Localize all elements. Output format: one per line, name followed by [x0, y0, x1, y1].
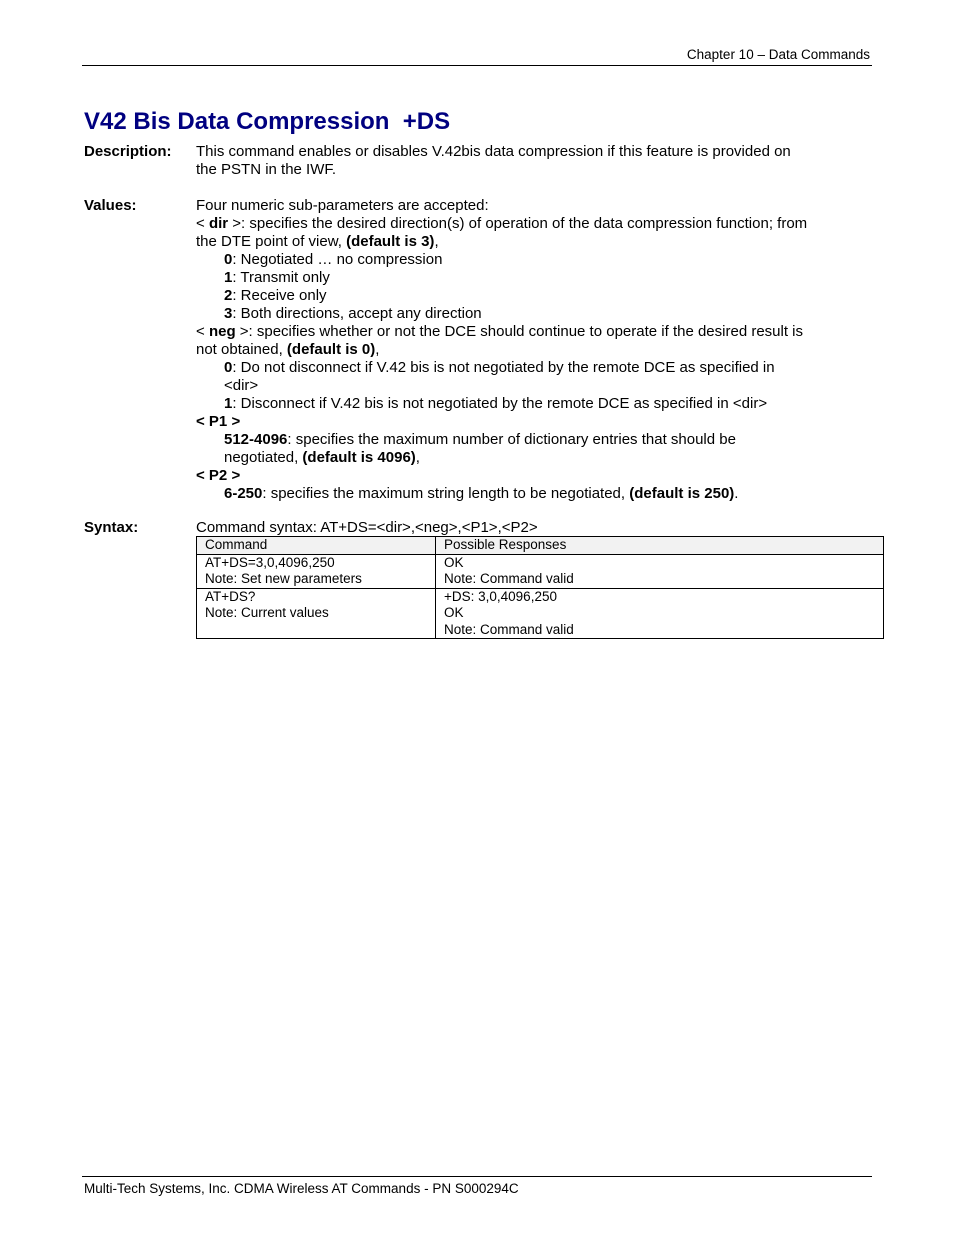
- command-syntax: Command syntax: AT+DS=<dir>,<neg>,<P1>,<P2>: [196, 519, 538, 536]
- p1-description-continued: negotiated, (default is 4096),: [224, 449, 420, 466]
- p1-heading: < P1 >: [196, 413, 241, 430]
- dir-option: 2: Receive only: [224, 287, 327, 304]
- dir-default: (default is 3): [346, 233, 435, 250]
- page-title: V42 Bis Data Compression +DS: [84, 108, 451, 135]
- header-divider: [82, 65, 872, 66]
- dir-param-line: < dir >: specifies the desired direction(s) of operation of the data compression function; from: [196, 215, 808, 232]
- response-cell: OK Note: Command valid: [436, 554, 884, 588]
- table-header-row: [197, 537, 884, 555]
- dir-param-name: dir: [208, 215, 229, 232]
- values-text: [196, 197, 846, 503]
- table-row: [197, 588, 884, 639]
- command-cell: AT+DS=3,0,4096,250 Note: Set new parameters: [197, 554, 436, 588]
- response-cell: +DS: 3,0,4096,250 OK Note: Command valid: [436, 588, 884, 639]
- description-text: [196, 143, 846, 179]
- page-header-chapter: Chapter 10 – Data Commands: [686, 47, 870, 62]
- p2-heading: < P2 >: [196, 467, 241, 484]
- footer-divider: [82, 1176, 872, 1177]
- syntax-label: Syntax:: [84, 519, 139, 536]
- description-line: This command enables or disables V.42bis data compression if this feature is provided on: [196, 143, 791, 160]
- neg-option: 1: Disconnect if V.42 bis is not negotiated by the remote DCE as specified in <dir>: [224, 395, 768, 412]
- dir-option: 1: Transmit only: [224, 269, 330, 286]
- neg-option-continued: <dir>: [224, 377, 259, 394]
- command-cell: AT+DS? Note: Current values: [197, 588, 436, 639]
- neg-option: 0: Do not disconnect if V.42 bis is not negotiated by the remote DCE as specified in: [224, 359, 775, 376]
- dir-option: 0: Negotiated … no compression: [224, 251, 443, 268]
- neg-default: (default is 0): [286, 341, 376, 358]
- description-label: Description:: [84, 143, 172, 160]
- table-row: [197, 554, 884, 588]
- syntax-table: [196, 536, 884, 639]
- values-intro: Four numeric sub-parameters are accepted:: [196, 197, 489, 214]
- column-header-command: Command: [197, 537, 436, 555]
- description-line: the PSTN in the IWF.: [196, 161, 337, 178]
- neg-param-line: < neg >: specifies whether or not the DCE should continue to operate if the desired result is: [196, 323, 804, 340]
- p2-description: 6-250: specifies the maximum string length to be negotiated, (default is 250).: [224, 485, 739, 502]
- column-header-responses: Possible Responses: [436, 537, 884, 555]
- neg-param-name: neg: [208, 323, 236, 340]
- p1-description: 512-4096: specifies the maximum number of dictionary entries that should be: [224, 431, 736, 448]
- neg-param-line: not obtained, (default is 0),: [196, 341, 380, 358]
- dir-param-line: the DTE point of view, (default is 3),: [196, 233, 439, 250]
- values-label: Values:: [84, 197, 137, 214]
- dir-option: 3: Both directions, accept any direction: [224, 305, 482, 322]
- page-footer: Multi-Tech Systems, Inc. CDMA Wireless AT Commands - PN S000294C: [84, 1181, 519, 1196]
